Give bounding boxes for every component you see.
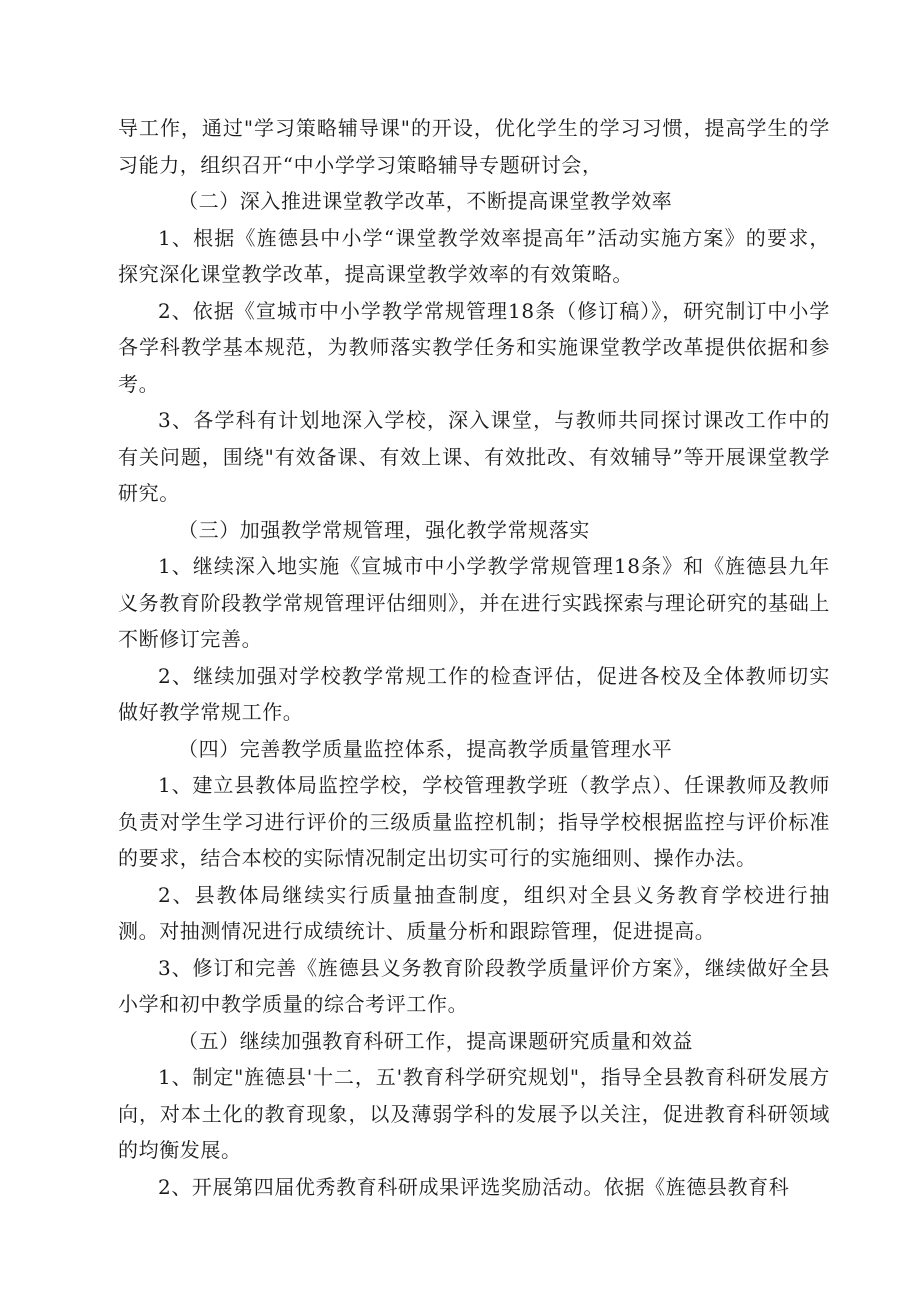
paragraph: 2、继续加强对学校教学常规工作的检查评估，促进各校及全体教师切实做好教学常规工作。 [118, 663, 830, 724]
paragraph-truncated: 2、开展第四届优秀教育科研成果评选奖励活动。依据《旌德县教育科 [158, 1174, 790, 1199]
section-heading-5: （五）继续加强教育科研工作，提高课题研究质量和效益 [178, 1028, 693, 1053]
paragraph: 2、县教体局继续实行质量抽查制度，组织对全县义务教育学校进行抽测。对抽测情况进行成绩统计、质量分析和跟踪管理，促进提高。 [118, 882, 830, 943]
paragraph-continuation: 导工作，通过"学习策略辅导课"的开设，优化学生的学习习惯，提高学生的学习能力，组织召开“中小学学习策略辅导专题研讨会， [118, 116, 830, 177]
paragraph: 1、制定"旌德县'十二，五'教育科学研究规划"，指导全县教育科研发展方向，对本土化的教育现象，以及薄弱学科的发展予以关注，促进教育科研领域的均衡发展。 [118, 1065, 830, 1162]
section-heading-4: （四）完善教学质量监控体系，提高教学质量管理水平 [178, 736, 673, 761]
paragraph: 1、根据《旌德县中小学“课堂教学效率提高年”活动实施方案》的要求，探究深化课堂教学改革，提高课堂教学效率的有效策略。 [118, 225, 830, 286]
paragraph: 1、继续深入地实施《宣城市中小学教学常规管理18条》和《旌德县九年义务教育阶段教学常规管理评估细则》，并在进行实践探索与理论研究的基础上不断修订完善。 [118, 554, 830, 651]
paragraph: 3、各学科有计划地深入学校，深入课堂，与教师共同探讨课改工作中的有关问题，围绕"有效备课、有效上课、有效批改、有效辅导”等开展课堂教学研究。 [118, 408, 830, 505]
section-heading-3: （三）加强教学常规管理，强化教学常规落实 [178, 517, 590, 542]
document-page [118, 110, 830, 1205]
paragraph: 1、建立县教体局监控学校，学校管理教学班（教学点）、任课教师及教师负责对学生学习进行评价的三级质量监控机制；指导学校根据监控与评价标准的要求，结合本校的实际情况制定出切实可行的实施细则、操作办法。 [118, 773, 830, 870]
paragraph: 2、依据《宣城市中小学教学常规管理18条（修订稿）》，研究制订中小学各学科教学基本规范，为教师落实教学任务和实施课堂教学改革提供依据和参考。 [118, 298, 830, 396]
section-heading-2: （二）深入推进课堂教学改革，不断提高课堂教学效率 [178, 189, 673, 213]
paragraph: 3、修订和完善《旌德县义务教育阶段教学质量评价方案》，继续做好全县小学和初中教学质量的综合考评工作。 [118, 955, 830, 1016]
